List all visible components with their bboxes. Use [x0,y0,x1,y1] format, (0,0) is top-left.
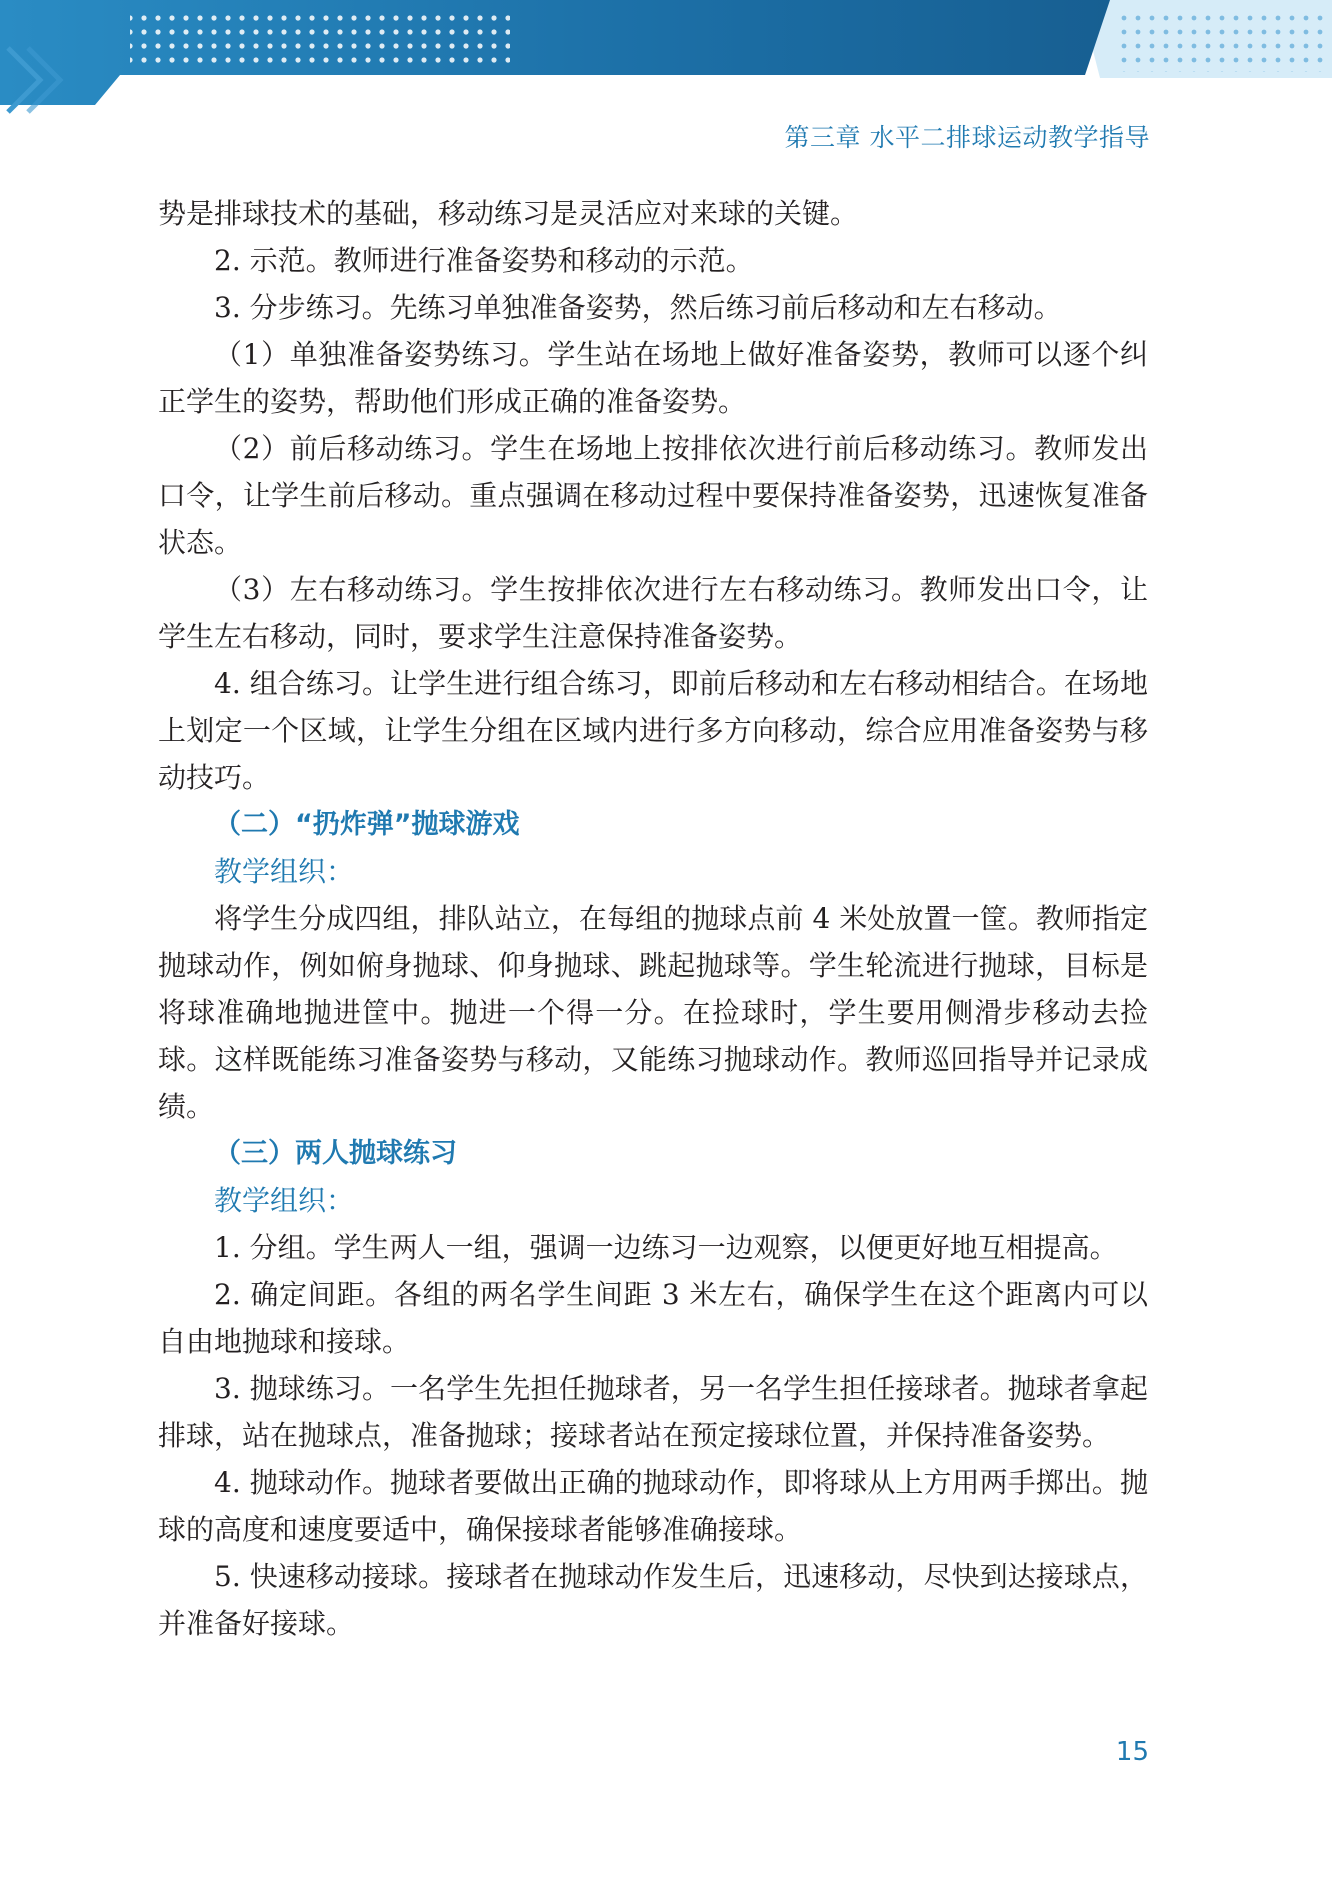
sub-label: 教学组织： [214,855,355,888]
chapter-title: 第三章 水平二排球运动教学指导 [784,123,1150,152]
section-heading: （三）两人抛球练习 [214,1138,457,1169]
section-heading: （二）“扔炸弹”抛球游戏 [214,809,520,840]
paragraph: 1. 分组。学生两人一组，强调一边练习一边观察，以便更好地互相提高。 [214,1231,1118,1264]
sub-label: 教学组织： [214,1184,355,1217]
paragraph: （2）前后移动练习。学生在场地上按排依次进行前后移动练习。教师发出口令，让学生前后移动。重点强调在移动过程中要保持准备姿势，迅速恢复准备状态。 [158,432,1148,559]
paragraph: 4. 组合练习。让学生进行组合练习，即前后移动和左右移动相结合。在场地上划定一个区域，让学生分组在区域内进行多方向移动，综合应用准备姿势与移动技巧。 [158,667,1148,794]
paragraph: 将学生分成四组，排队站立，在每组的抛球点前 4 米处放置一筐。教师指定抛球动作，例如俯身抛球、仰身抛球、跳起抛球等。学生轮流进行抛球，目标是将球准确地抛进筐中。抛进一个得一分。在捡球时，学生要用侧滑步移动去捡球。这样既能练习准备姿势与移动，又能练习抛球动作。教师巡回指导并记录成绩。 [158,902,1148,1123]
paragraph: 2. 确定间距。各组的两名学生间距 3 米左右，确保学生在这个距离内可以自由地抛球和接球。 [158,1278,1148,1358]
paragraph: （1）单独准备姿势练习。学生站在场地上做好准备姿势，教师可以逐个纠正学生的姿势，帮助他们形成正确的准备姿势。 [158,338,1148,418]
paragraph: （3）左右移动练习。学生按排依次进行左右移动练习。教师发出口令，让学生左右移动，同时，要求学生注意保持准备姿势。 [158,573,1148,653]
paragraph: 2. 示范。教师进行准备姿势和移动的示范。 [214,244,754,277]
page-body [158,190,1148,1647]
page-number: 15 [1115,1737,1149,1767]
paragraph: 4. 抛球动作。抛球者要做出正确的抛球动作，即将球从上方用两手掷出。抛球的高度和速度要适中，确保接球者能够准确接球。 [158,1466,1148,1546]
header-banner [0,0,1332,130]
paragraph: 3. 分步练习。先练习单独准备姿势，然后练习前后移动和左右移动。 [214,291,1062,324]
paragraph: 势是排球技术的基础，移动练习是灵活应对来球的关键。 [158,197,859,230]
paragraph: 3. 抛球练习。一名学生先担任抛球者，另一名学生担任接球者。抛球者拿起排球，站在抛球点，准备抛球；接球者站在预定接球位置，并保持准备姿势。 [158,1372,1148,1452]
paragraph: 5. 快速移动接球。接球者在抛球动作发生后，迅速移动，尽快到达接球点，并准备好接球。 [158,1560,1148,1640]
